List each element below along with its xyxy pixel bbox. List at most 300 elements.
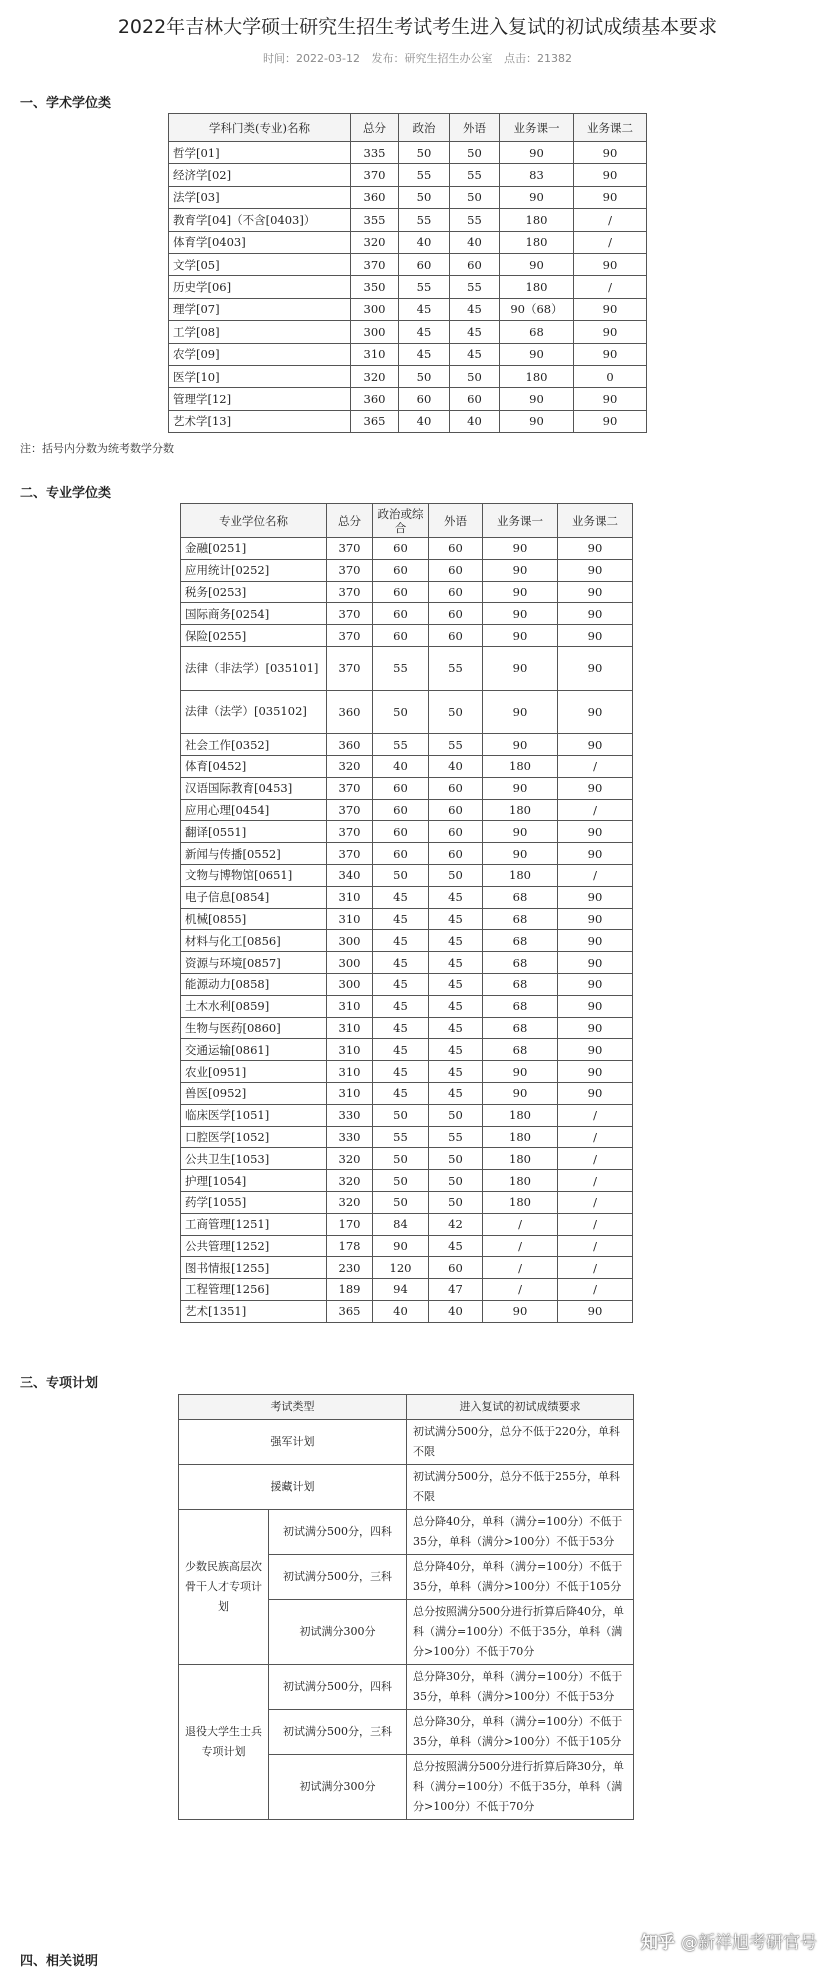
score-cell: 0: [574, 365, 647, 387]
score-cell: 90: [558, 581, 633, 603]
degree-name-cell: 艺术[1351]: [181, 1300, 327, 1322]
score-cell: 50: [429, 1191, 483, 1213]
score-cell: 90: [483, 843, 558, 865]
section2-heading: 二、专业学位类: [20, 486, 112, 501]
score-cell: 50: [373, 1148, 429, 1170]
score-cell: 60: [429, 821, 483, 843]
col-header: 专业学位名称: [181, 504, 327, 538]
score-cell: 55: [373, 734, 429, 756]
score-cell: 50: [429, 864, 483, 886]
table-row: [169, 186, 647, 208]
degree-name-cell: 金融[0251]: [181, 538, 327, 560]
score-cell: 55: [450, 164, 500, 186]
score-cell: 68: [483, 1017, 558, 1039]
score-cell: 90: [558, 908, 633, 930]
score-cell: 180: [483, 1191, 558, 1213]
score-cell: /: [574, 276, 647, 298]
degree-name-cell: 翻译[0551]: [181, 821, 327, 843]
score-cell: 90: [483, 821, 558, 843]
score-cell: 45: [373, 908, 429, 930]
score-cell: 45: [373, 952, 429, 974]
score-cell: 90: [483, 625, 558, 647]
section4-heading: 四、相关说明: [20, 1954, 99, 1969]
subject-name-cell: 艺术学[13]: [169, 410, 351, 432]
score-cell: 90: [574, 410, 647, 432]
score-cell: 42: [429, 1213, 483, 1235]
score-cell: 90: [483, 690, 558, 734]
score-cell: /: [558, 755, 633, 777]
score-cell: 47: [429, 1279, 483, 1301]
score-cell: 90: [373, 1235, 429, 1257]
subject-name-cell: 历史学[06]: [169, 276, 351, 298]
table-row: [179, 1420, 634, 1465]
score-cell: 50: [450, 186, 500, 208]
plan-requirement: 总分降30分，单科（满分=100分）不低于35分，单科（满分>100分）不低于53分: [407, 1665, 634, 1710]
score-cell: 45: [450, 343, 500, 365]
score-cell: 90: [483, 777, 558, 799]
table-row: [181, 1213, 633, 1235]
score-cell: 330: [327, 1104, 373, 1126]
score-cell: /: [574, 231, 647, 253]
degree-name-cell: 文物与博物馆[0651]: [181, 864, 327, 886]
table-row: [181, 646, 633, 690]
plan-subtype: 初试满分300分: [269, 1600, 407, 1665]
score-cell: 360: [351, 388, 399, 410]
table-row: [181, 603, 633, 625]
table-row: [181, 952, 633, 974]
table-row: [169, 388, 647, 410]
score-cell: 68: [483, 908, 558, 930]
score-cell: 90: [574, 343, 647, 365]
score-cell: 90: [483, 646, 558, 690]
degree-name-cell: 应用心理[0454]: [181, 799, 327, 821]
score-cell: 310: [327, 995, 373, 1017]
score-cell: /: [558, 1170, 633, 1192]
score-cell: 90: [483, 1082, 558, 1104]
plan-requirement: 总分降40分，单科（满分=100分）不低于35分，单科（满分>100分）不低于105分: [407, 1555, 634, 1600]
table-row: [181, 886, 633, 908]
table-row: [181, 843, 633, 865]
score-cell: 45: [373, 1017, 429, 1039]
score-cell: 60: [373, 538, 429, 560]
score-cell: 90（68）: [500, 298, 574, 320]
score-cell: 90: [574, 298, 647, 320]
degree-name-cell: 工程管理[1256]: [181, 1279, 327, 1301]
score-cell: 94: [373, 1279, 429, 1301]
score-cell: 300: [327, 973, 373, 995]
degree-name-cell: 交通运输[0861]: [181, 1039, 327, 1061]
score-cell: 90: [483, 1300, 558, 1322]
score-cell: 45: [399, 298, 450, 320]
score-cell: 180: [483, 755, 558, 777]
score-cell: 180: [483, 1104, 558, 1126]
score-cell: 55: [373, 646, 429, 690]
score-cell: 90: [500, 142, 574, 164]
score-cell: 68: [483, 1039, 558, 1061]
table-row: [181, 864, 633, 886]
score-cell: 300: [351, 321, 399, 343]
degree-name-cell: 保险[0255]: [181, 625, 327, 647]
score-cell: 90: [483, 559, 558, 581]
score-cell: 60: [373, 777, 429, 799]
score-cell: 83: [500, 164, 574, 186]
score-cell: 90: [558, 1039, 633, 1061]
score-cell: 180: [483, 1126, 558, 1148]
col-header: 考试类型: [179, 1395, 407, 1420]
col-header: 政治: [399, 114, 450, 142]
score-cell: 55: [373, 1126, 429, 1148]
score-cell: 45: [429, 1082, 483, 1104]
table-row: [181, 973, 633, 995]
professional-degree-table: [180, 503, 633, 1323]
score-cell: 320: [327, 1191, 373, 1213]
section3-heading: 三、专项计划: [20, 1376, 99, 1391]
score-cell: 50: [429, 1148, 483, 1170]
score-cell: /: [558, 799, 633, 821]
score-cell: 90: [558, 734, 633, 756]
score-cell: 90: [483, 581, 558, 603]
score-cell: /: [558, 1148, 633, 1170]
score-cell: 45: [429, 886, 483, 908]
degree-name-cell: 应用统计[0252]: [181, 559, 327, 581]
score-cell: /: [558, 1235, 633, 1257]
table-row: [181, 995, 633, 1017]
score-cell: 60: [373, 625, 429, 647]
score-cell: 370: [327, 625, 373, 647]
section1-heading: 一、学术学位类: [20, 96, 112, 111]
table-header-row: [179, 1395, 634, 1420]
table-row: [181, 908, 633, 930]
score-cell: 50: [429, 1104, 483, 1126]
score-cell: 55: [399, 276, 450, 298]
score-cell: 45: [373, 930, 429, 952]
degree-name-cell: 资源与环境[0857]: [181, 952, 327, 974]
degree-name-cell: 法律（非法学）[035101]: [181, 646, 327, 690]
score-cell: /: [558, 1191, 633, 1213]
score-cell: 320: [351, 231, 399, 253]
score-cell: 60: [429, 777, 483, 799]
zhihu-logo: 知乎: [641, 1933, 675, 1953]
score-cell: 90: [574, 186, 647, 208]
col-header: 总分: [327, 504, 373, 538]
score-cell: 60: [373, 799, 429, 821]
score-cell: 90: [558, 1017, 633, 1039]
score-cell: /: [558, 864, 633, 886]
table-row: [179, 1510, 634, 1555]
score-cell: 90: [483, 603, 558, 625]
score-cell: 55: [399, 209, 450, 231]
degree-name-cell: 土木水利[0859]: [181, 995, 327, 1017]
score-cell: 90: [558, 1082, 633, 1104]
score-cell: 90: [558, 995, 633, 1017]
degree-name-cell: 工商管理[1251]: [181, 1213, 327, 1235]
score-cell: 370: [351, 253, 399, 275]
degree-name-cell: 体育[0452]: [181, 755, 327, 777]
score-cell: 90: [558, 538, 633, 560]
score-cell: 45: [429, 908, 483, 930]
score-cell: 45: [429, 973, 483, 995]
table-header-row: [181, 504, 633, 538]
table-row: [181, 821, 633, 843]
score-cell: 355: [351, 209, 399, 231]
score-cell: 370: [351, 164, 399, 186]
score-cell: 60: [450, 388, 500, 410]
score-cell: 40: [429, 1300, 483, 1322]
table-row: [181, 1039, 633, 1061]
publisher: 发布：研究生招生办公室: [371, 52, 493, 65]
score-cell: /: [574, 209, 647, 231]
degree-name-cell: 新闻与传播[0552]: [181, 843, 327, 865]
score-cell: 55: [429, 646, 483, 690]
click-count: 点击：21382: [503, 52, 572, 65]
score-cell: 180: [483, 1170, 558, 1192]
score-cell: 60: [429, 538, 483, 560]
score-cell: 320: [327, 1170, 373, 1192]
score-cell: /: [558, 1104, 633, 1126]
score-cell: 45: [429, 1235, 483, 1257]
score-cell: 180: [483, 864, 558, 886]
score-cell: 310: [327, 886, 373, 908]
degree-name-cell: 农业[0951]: [181, 1061, 327, 1083]
score-cell: 60: [373, 821, 429, 843]
table-row: [169, 343, 647, 365]
table-row: [181, 799, 633, 821]
score-cell: /: [558, 1213, 633, 1235]
score-cell: 45: [399, 343, 450, 365]
score-cell: 310: [327, 908, 373, 930]
degree-name-cell: 公共管理[1252]: [181, 1235, 327, 1257]
score-cell: 370: [327, 581, 373, 603]
score-cell: 40: [429, 755, 483, 777]
degree-name-cell: 生物与医药[0860]: [181, 1017, 327, 1039]
col-header: 业务课一: [500, 114, 574, 142]
score-cell: 45: [373, 973, 429, 995]
score-cell: 90: [500, 388, 574, 410]
subject-name-cell: 文学[05]: [169, 253, 351, 275]
score-cell: 90: [558, 1300, 633, 1322]
table-row: [169, 253, 647, 275]
plan-subtype: 初试满分500分，三科: [269, 1555, 407, 1600]
score-cell: 365: [351, 410, 399, 432]
subject-name-cell: 理学[07]: [169, 298, 351, 320]
table-row: [181, 1148, 633, 1170]
score-cell: 45: [399, 321, 450, 343]
plan-requirement: 总分按照满分500分进行折算后降30分，单科（满分=100分）不低于35分，单科（满分>100分）不低于70分: [407, 1755, 634, 1820]
score-cell: 60: [373, 559, 429, 581]
score-cell: /: [483, 1235, 558, 1257]
table-row: [181, 1082, 633, 1104]
plan-requirement: 总分降40分，单科（满分=100分）不低于35分，单科（满分>100分）不低于53分: [407, 1510, 634, 1555]
score-cell: 330: [327, 1126, 373, 1148]
degree-name-cell: 临床医学[1051]: [181, 1104, 327, 1126]
score-cell: 90: [558, 821, 633, 843]
table-row: [169, 209, 647, 231]
score-cell: 90: [500, 253, 574, 275]
score-cell: 320: [351, 365, 399, 387]
score-cell: 120: [373, 1257, 429, 1279]
score-cell: 90: [558, 1061, 633, 1083]
score-cell: 90: [558, 690, 633, 734]
score-cell: 189: [327, 1279, 373, 1301]
score-cell: /: [558, 1257, 633, 1279]
col-header: 业务课一: [483, 504, 558, 538]
subject-name-cell: 管理学[12]: [169, 388, 351, 410]
score-cell: /: [558, 1279, 633, 1301]
score-cell: 50: [373, 1104, 429, 1126]
score-cell: 40: [450, 410, 500, 432]
degree-name-cell: 护理[1054]: [181, 1170, 327, 1192]
plan-requirement: 初试满分500分，总分不低于220分，单科不限: [407, 1420, 634, 1465]
subject-name-cell: 工学[08]: [169, 321, 351, 343]
degree-name-cell: 法律（法学）[035102]: [181, 690, 327, 734]
score-cell: 50: [373, 1170, 429, 1192]
score-cell: 300: [351, 298, 399, 320]
score-cell: 310: [327, 1061, 373, 1083]
degree-name-cell: 电子信息[0854]: [181, 886, 327, 908]
subject-name-cell: 体育学[0403]: [169, 231, 351, 253]
degree-name-cell: 口腔医学[1052]: [181, 1126, 327, 1148]
score-cell: 50: [373, 864, 429, 886]
table-row: [181, 777, 633, 799]
article-meta: [0, 50, 835, 66]
score-cell: 50: [429, 690, 483, 734]
score-cell: 90: [574, 253, 647, 275]
col-header: 外语: [450, 114, 500, 142]
plan-requirement: 总分按照满分500分进行折算后降40分，单科（满分=100分）不低于35分，单科（满分>100分）不低于70分: [407, 1600, 634, 1665]
score-cell: 90: [574, 142, 647, 164]
publish-time: 时间：2022-03-12: [263, 52, 360, 65]
score-cell: 90: [483, 734, 558, 756]
table-row: [169, 164, 647, 186]
score-cell: 68: [500, 321, 574, 343]
plan-subtype: 初试满分500分，四科: [269, 1665, 407, 1710]
score-cell: 360: [327, 690, 373, 734]
subject-name-cell: 法学[03]: [169, 186, 351, 208]
subject-name-cell: 医学[10]: [169, 365, 351, 387]
score-cell: 55: [399, 164, 450, 186]
score-cell: 90: [558, 603, 633, 625]
score-cell: /: [483, 1279, 558, 1301]
score-cell: 50: [399, 142, 450, 164]
score-cell: 45: [450, 321, 500, 343]
score-cell: 310: [327, 1082, 373, 1104]
score-cell: /: [483, 1213, 558, 1235]
score-cell: 50: [399, 365, 450, 387]
degree-name-cell: 能源动力[0858]: [181, 973, 327, 995]
col-header: 总分: [351, 114, 399, 142]
score-cell: 310: [327, 1017, 373, 1039]
score-cell: 50: [450, 142, 500, 164]
score-cell: 90: [558, 930, 633, 952]
degree-name-cell: 机械[0855]: [181, 908, 327, 930]
score-cell: 90: [500, 410, 574, 432]
degree-name-cell: 公共卫生[1053]: [181, 1148, 327, 1170]
plan-requirement: 总分降30分，单科（满分=100分）不低于35分，单科（满分>100分）不低于105分: [407, 1710, 634, 1755]
table-row: [169, 276, 647, 298]
plan-name: 少数民族高层次骨干人才专项计划: [179, 1510, 269, 1665]
score-cell: 45: [373, 1061, 429, 1083]
score-cell: 300: [327, 952, 373, 974]
table-row: [181, 1104, 633, 1126]
score-cell: 90: [483, 538, 558, 560]
score-cell: 310: [351, 343, 399, 365]
table-row: [181, 1257, 633, 1279]
score-cell: 45: [429, 1039, 483, 1061]
score-cell: 45: [429, 930, 483, 952]
score-cell: 68: [483, 930, 558, 952]
table-row: [181, 1170, 633, 1192]
table-row: [169, 321, 647, 343]
score-cell: 68: [483, 886, 558, 908]
score-cell: 55: [450, 276, 500, 298]
degree-name-cell: 社会工作[0352]: [181, 734, 327, 756]
score-cell: /: [483, 1257, 558, 1279]
plan-subtype: 初试满分500分，四科: [269, 1510, 407, 1555]
table-row: [181, 1061, 633, 1083]
table-row: [181, 1300, 633, 1322]
col-header: 进入复试的初试成绩要求: [407, 1395, 634, 1420]
score-cell: 55: [429, 734, 483, 756]
table-row: [181, 559, 633, 581]
score-cell: 180: [500, 231, 574, 253]
score-cell: 360: [351, 186, 399, 208]
score-cell: 370: [327, 777, 373, 799]
score-cell: 60: [373, 603, 429, 625]
table-row: [179, 1665, 634, 1710]
plan-requirement: 初试满分500分，总分不低于255分，单科不限: [407, 1465, 634, 1510]
degree-name-cell: 图书情报[1255]: [181, 1257, 327, 1279]
subject-name-cell: 农学[09]: [169, 343, 351, 365]
score-cell: 60: [429, 581, 483, 603]
table-row: [169, 142, 647, 164]
score-cell: 170: [327, 1213, 373, 1235]
plan-name: 援藏计划: [179, 1465, 407, 1510]
score-cell: 60: [429, 799, 483, 821]
score-cell: 90: [558, 886, 633, 908]
table-row: [169, 298, 647, 320]
score-cell: 370: [327, 538, 373, 560]
score-cell: 60: [373, 843, 429, 865]
score-cell: /: [558, 1126, 633, 1148]
score-cell: 370: [327, 799, 373, 821]
degree-name-cell: 兽医[0952]: [181, 1082, 327, 1104]
score-cell: 60: [399, 253, 450, 275]
plan-subtype: 初试满分500分，三科: [269, 1710, 407, 1755]
score-cell: 68: [483, 973, 558, 995]
plan-name: 强军计划: [179, 1420, 407, 1465]
score-cell: 90: [574, 388, 647, 410]
score-cell: 178: [327, 1235, 373, 1257]
table-row: [181, 1279, 633, 1301]
watermark-account: @新祥旭考研官号: [681, 1933, 817, 1953]
plan-subtype: 初试满分300分: [269, 1755, 407, 1820]
score-cell: 40: [373, 1300, 429, 1322]
special-plan-table: [178, 1394, 634, 1820]
col-header: 学科门类(专业)名称: [169, 114, 351, 142]
table-row: [181, 625, 633, 647]
score-cell: 45: [373, 886, 429, 908]
score-cell: 45: [373, 1082, 429, 1104]
score-cell: 40: [399, 231, 450, 253]
score-cell: 55: [429, 1126, 483, 1148]
page-title: 2022年吉林大学硕士研究生招生考试考生进入复试的初试成绩基本要求: [117, 16, 718, 38]
score-cell: 68: [483, 952, 558, 974]
score-cell: 50: [373, 690, 429, 734]
subject-name-cell: 经济学[02]: [169, 164, 351, 186]
academic-degree-table: [168, 113, 647, 433]
score-cell: 90: [558, 952, 633, 974]
score-cell: 60: [373, 581, 429, 603]
